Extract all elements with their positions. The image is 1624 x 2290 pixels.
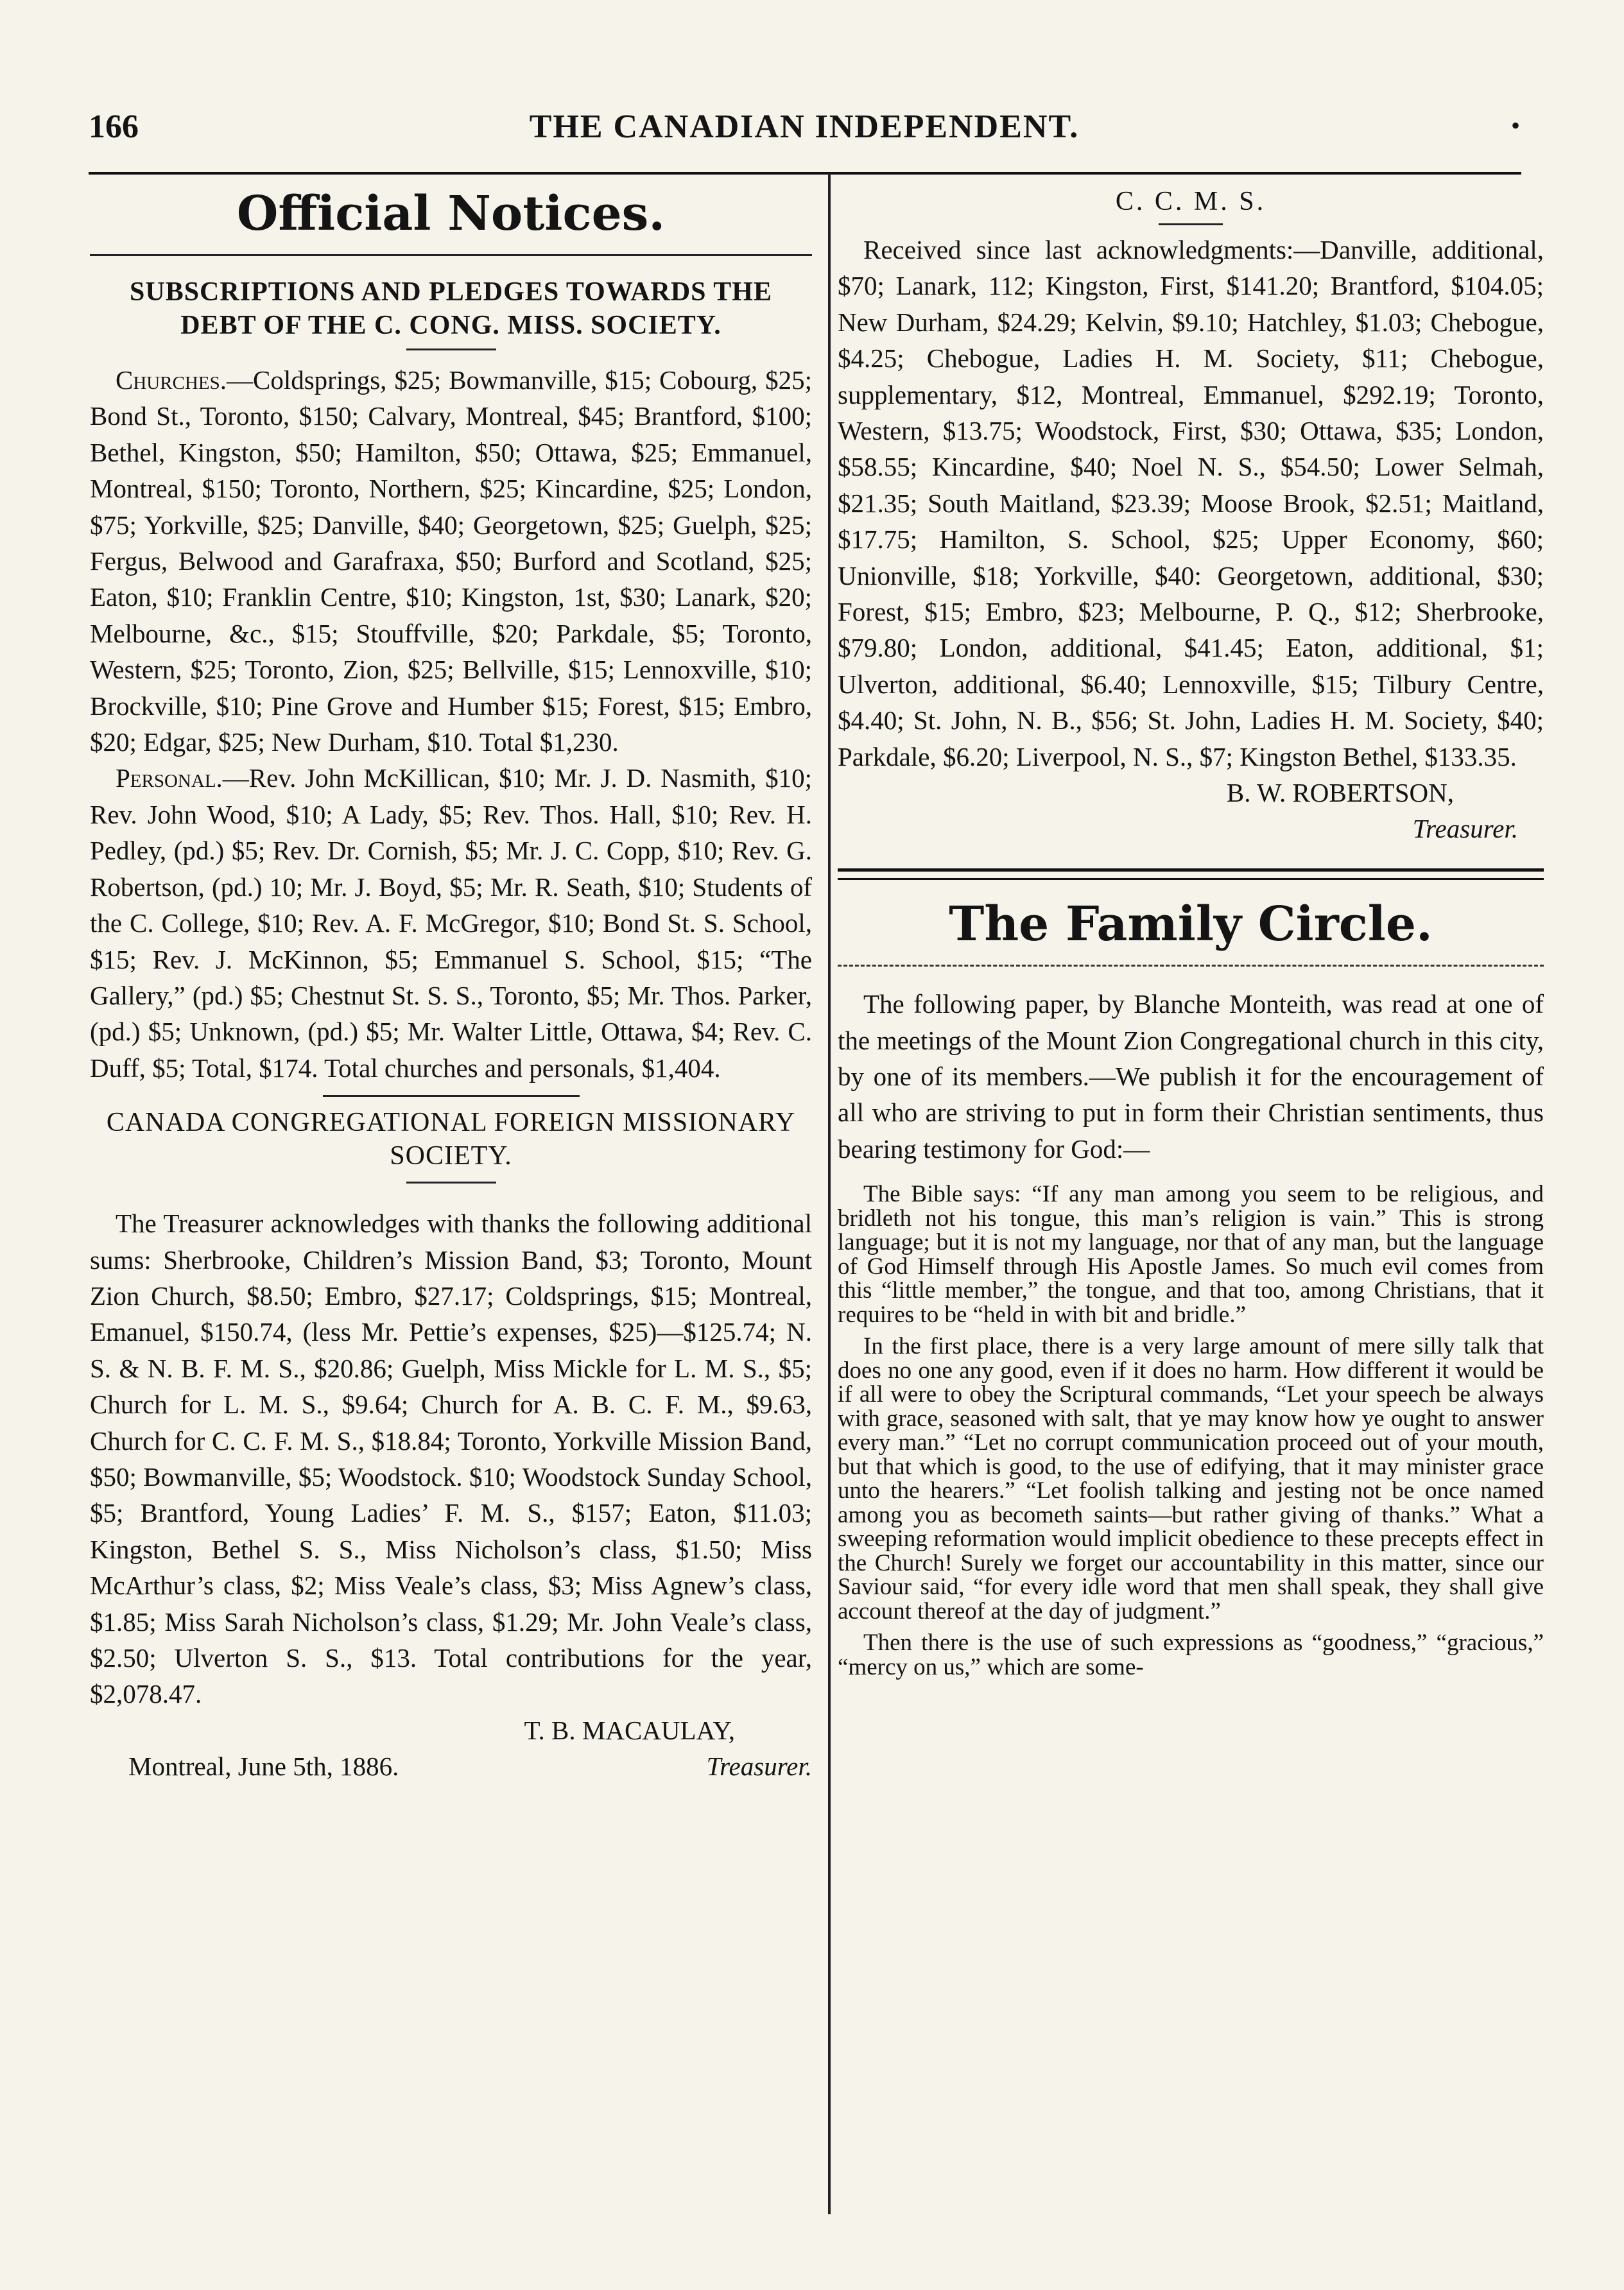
personal-paragraph: [90, 760, 812, 1086]
page-number: 166: [89, 108, 139, 145]
dashed-rule: [838, 965, 1544, 967]
place-date: Montreal, June 5th, 1886.: [128, 1751, 399, 1781]
short-rule: [406, 1182, 496, 1184]
official-notices-title: Official Notices.: [236, 186, 666, 241]
family-paragraph-3: Then there is the use of such expressions as “goodness,” “gracious,” “mercy on us,” which are some-: [838, 1630, 1544, 1680]
family-paragraph-2: In the first place, there is a very large amount of mere silly talk that does no one any good, even if it does no harm. How different it would be if all were to obey the Scriptural commands, “Let your speech be always with grace, seasoned with salt, that ye may know how ye ought to answer every man.” “Let no corrupt communication proceed out of your mouth, but that which is good, to the use of edifying, that it may minister grace unto the hearers.” “Let foolish talking and jesting not be once named among you as becometh saints—but rather giving of thanks.” What a sweeping reformation would implicit obedience to these precepts effect in the Church! Surely we forget our accountability in this matter, since our Saviour said, “for every idle word that men shall speak, they shall give account thereof at the day of judgment.”: [838, 1333, 1544, 1624]
churches-paragraph: [90, 362, 812, 760]
short-rule: [1159, 223, 1223, 225]
churches-label: Churches.: [116, 365, 227, 395]
journal-title: THE CANADIAN INDEPENDENT.: [529, 108, 1080, 145]
header-mark: •: [1510, 111, 1520, 140]
page-header: [89, 108, 1520, 159]
personal-list: —Rev. John McKillican, $10; Mr. J. D. Nasmith, $10; Rev. John Wood, $10; A Lady, $5; Rev. Thos. Hall, $10; Rev. H. Pedley, (pd.) $5; Rev. Dr. Cornish, $5; Mr. J. C. Copp, $10; Rev. G. Robertson, (pd.) 10; Mr. J. Boyd, $5; Mr. R. Seath, $10; Students of the C. College, $10; Rev. A. F. McGregor, $10; Bond St. S. School, $15; Rev. J. McKinnon, $5; Emmanuel S. School, $15; “The Gallery,” (pd.) $5; Chestnut St. S. S., Toronto, $5; Mr. Thos. Parker, (pd.) $5; Unknown, (pd.) $5; Mr. Walter Little, Ottawa, $4; Rev. C. Duff, $5; Total, $174. Total churches and personals, $1,404.: [90, 763, 812, 1083]
ccms-title: C. C. M. S.: [1115, 187, 1266, 216]
family-circle-title: The Family Circle.: [949, 897, 1433, 952]
subscriptions-title: SUBSCRIPTIONS AND PLEDGES TOWARDS THE DEBT OF THE C. CONG. MISS. SOCIETY.: [130, 277, 772, 340]
signer-name: T. B. MACAULAY,: [524, 1715, 735, 1745]
signer-name: B. W. ROBERTSON,: [1226, 778, 1454, 808]
ccms-role-line: [838, 811, 1544, 847]
short-rule: [406, 349, 496, 350]
churches-list: —Coldsprings, $25; Bowmanville, $15; Cobourg, $25; Bond St., Toronto, $150; Calvary, Montreal, $45; Brantford, $100; Bethel, Kingston, $50; Hamilton, $50; Ottawa, $25; Emmanuel, Montreal, $150; Toronto, Northern, $25; Kincardine, $25; London, $75; Yorkville, $25; Danville, $40; Georgetown, $25; Guelph, $25; Fergus, Belwood and Garafraxa, $50; Burford and Scotland, $25; Eaton, $10; Franklin Centre, $10; Kingston, 1st, $30; Lanark, $20; Melbourne, &c., $15; Stouffville, $20; Parkdale, $5; Toronto, Western, $25; Toronto, Zion, $25; Bellville, $15; Lennoxville, $10; Brockville, $10; Pine Grove and Humber $15; Forest, $15; Embro, $20; Edgar, $25; New Durham, $10. Total $1,230.: [90, 365, 812, 757]
signature-line: [90, 1748, 812, 1784]
family-paragraph-1: The Bible says: “If any man among you seem to be religious, and bridleth not his tongue, this man’s religion is vain.” This is strong language; but it is not my language, nor that of any man, but the language of God Himself through His Apostle James. So much evil comes from this “little member,” the tongue, and that too, among Christians, that it requires to be “held in with bit and bridle.”: [838, 1181, 1544, 1328]
header-rule: [89, 172, 1521, 175]
foreign-missionary-title: CANADA CONGREGATIONAL FOREIGN MISSIONARY SOCIETY.: [106, 1108, 796, 1171]
ccms-paragraph: Received since last acknowledgments:—Danville, additional, $70; Lanark, 112; Kingston, First, $141.20; Brantford, $104.05; New Durham, $24.29; Kelvin, $9.10; Hatchley, $1.03; Chebogue, $4.25; Chebogue, Ladies H. M. Society, $11; Chebogue, supplementary, $12, Montreal, Emmanuel, $292.19; Toronto, Western, $13.75; Woodstock, First, $30; Ottawa, $35; London, $58.55; Kincardine, $40; Noel N. S., $54.50; Lower Selmah, $21.35; South Maitland, $23.39; Moose Brook, $2.51; Maitland, $17.75; Hamilton, S. School, $25; Upper Economy, $60; Unionville, $18; Yorkville, $40: Georgetown, additional, $30; Forest, $15; Embro, $23; Melbourne, P. Q., $12; Sherbrooke, $79.80; London, additional, $41.45; Eaton, additional, $1; Ulverton, additional, $6.40; Lennoxville, $15; Tilbury Centre, $4.40; St. John, N. B., $56; St. John, Ladies H. M. Society, $40; Parkdale, $6.20; Liverpool, N. S., $7; Kingston Bethel, $133.35.: [838, 235, 1544, 771]
treasurer-role: Treasurer.: [1412, 814, 1518, 844]
treasurer-role: Treasurer.: [706, 1751, 812, 1781]
personal-label: Personal.: [116, 763, 223, 793]
short-rule: [323, 1095, 580, 1097]
treasurer-signature: [90, 1712, 812, 1748]
foreign-missionary-paragraph: The Treasurer acknowledges with thanks the following additional sums: Sherbrooke, Children’s Mission Band, $3; Toronto, Mount Zion Church, $8.50; Embro, $27.17; Coldsprings, $15; Montreal, Emanuel, $150.74, (less Mr. Pettie’s expenses, $25)—$125.74; N. S. & N. B. F. M. S., $20.86; Guelph, Miss Mickle for L. M. S., $5; Church for L. M. S., $9.64; Church for A. B. C. F. M., $9.63, Church for C. C. F. M. S., $18.84; Toronto, Yorkville Mission Band, $50; Bowmanville, $5; Woodstock. $10; Woodstock Sunday School, $5; Brantford, Young Ladies’ F. M. S., $157; Eaton, $11.03; Kingston, Bethel S. S., Miss Nicholson’s class, $1.50; Miss McArthur’s class, $2; Miss Veale’s class, $3; Miss Agnew’s class, $1.85; Miss Sarah Nicholson’s class, $1.29; Mr. John Veale’s class, $2.50; Ulverton S. S., $13. Total contributions for the year, $2,078.47.: [90, 1209, 812, 1709]
ccms-signature: [838, 775, 1544, 811]
family-intro: The following paper, by Blanche Monteith, was read at one of the meetings of the Mount Zion Congregational church in this city, by one of its members.—We publish it for the encouragement of all who are striving to put in form their Christian sentiments, thus bearing testimony for God:—: [838, 989, 1544, 1164]
left-column: [90, 181, 812, 1784]
column-divider: [828, 173, 831, 2214]
double-rule: [838, 868, 1544, 880]
section-rule: [90, 254, 812, 256]
right-column: [838, 181, 1544, 1679]
